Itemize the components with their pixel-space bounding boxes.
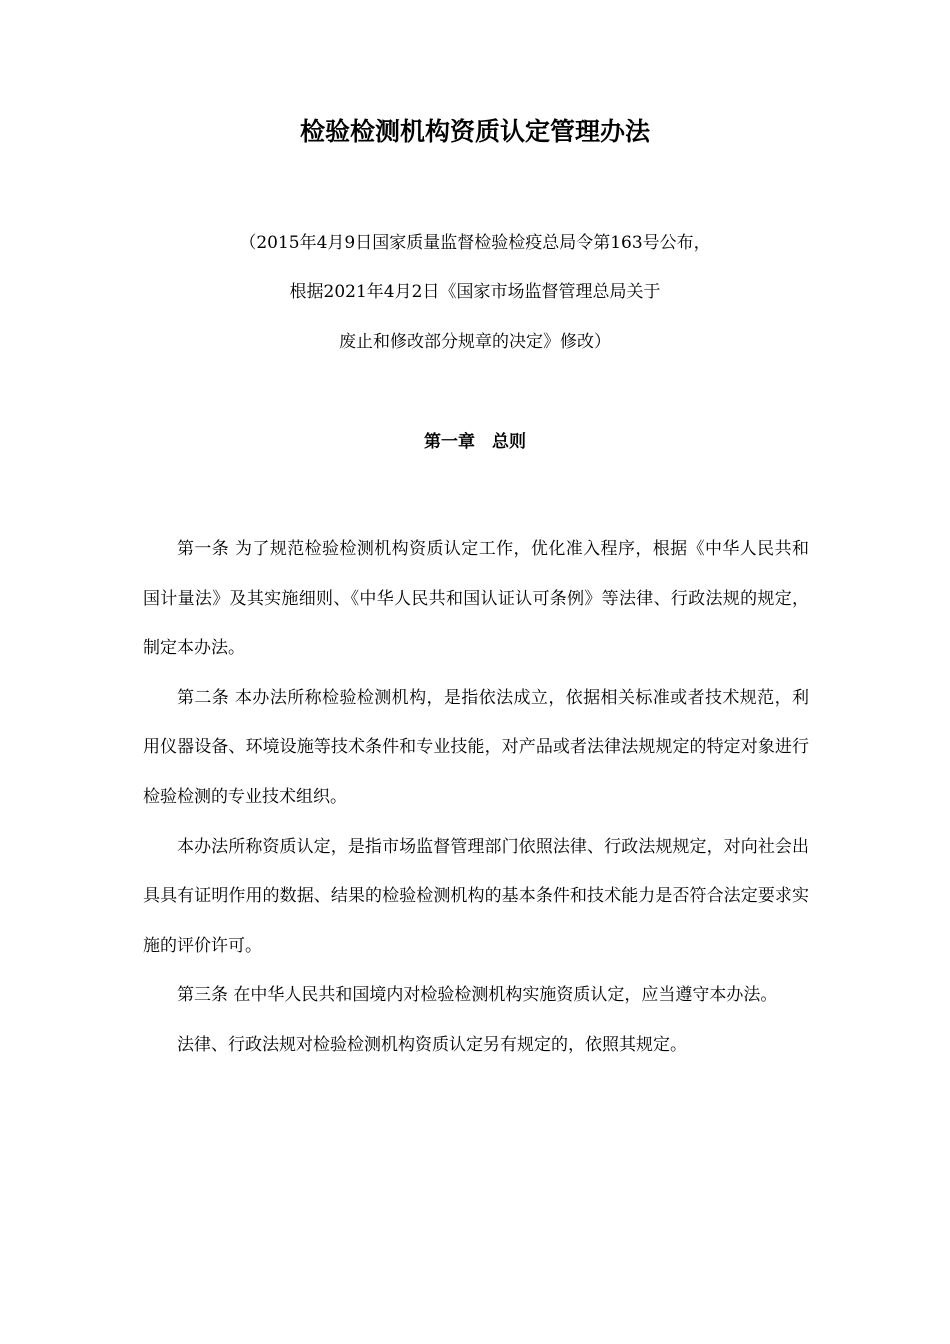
article-3-exception-paragraph: 法律、行政法规对检验检测机构资质认定另有规定的，依照其规定。 xyxy=(177,1034,687,1055)
document-body xyxy=(143,525,809,1071)
issuance-note-line-1: （2015年4月9日国家质量监督检验检疫总局令第163号公布， xyxy=(239,233,711,253)
issuance-note-line-3: 废止和修改部分规章的决定》修改） xyxy=(339,332,611,352)
article-2-paragraph: 第二条 本办法所称检验检测机构，是指依法成立，依据相关标准或者技术规范，利用仪器设备、环境设施等技术条件和专业技能，对产品或者法律法规规定的特定对象进行检验检测的专业技术组织。 xyxy=(143,687,809,807)
chapter-heading: 第一章 总则 xyxy=(424,432,526,452)
article-2-definition-paragraph: 本办法所称资质认定，是指市场监督管理部门依照法律、行政法规规定，对向社会出具具有证明作用的数据、结果的检验检测机构的基本条件和技术能力是否符合法定要求实施的评价许可。 xyxy=(143,836,809,956)
document-title: 检验检测机构资质认定管理办法 xyxy=(299,117,650,146)
article-3-paragraph: 第三条 在中华人民共和国境内对检验检测机构实施资质认定，应当遵守本办法。 xyxy=(177,985,778,1006)
issuance-note-line-2: 根据2021年4月2日《国家市场监督管理总局关于 xyxy=(289,282,661,302)
article-1-paragraph: 第一条 为了规范检验检测机构资质认定工作，优化准入程序，根据《中华人民共和国计量法》及其实施细则、《中华人民共和国认证认可条例》等法律、行政法规的规定，制定本办法。 xyxy=(143,539,809,659)
